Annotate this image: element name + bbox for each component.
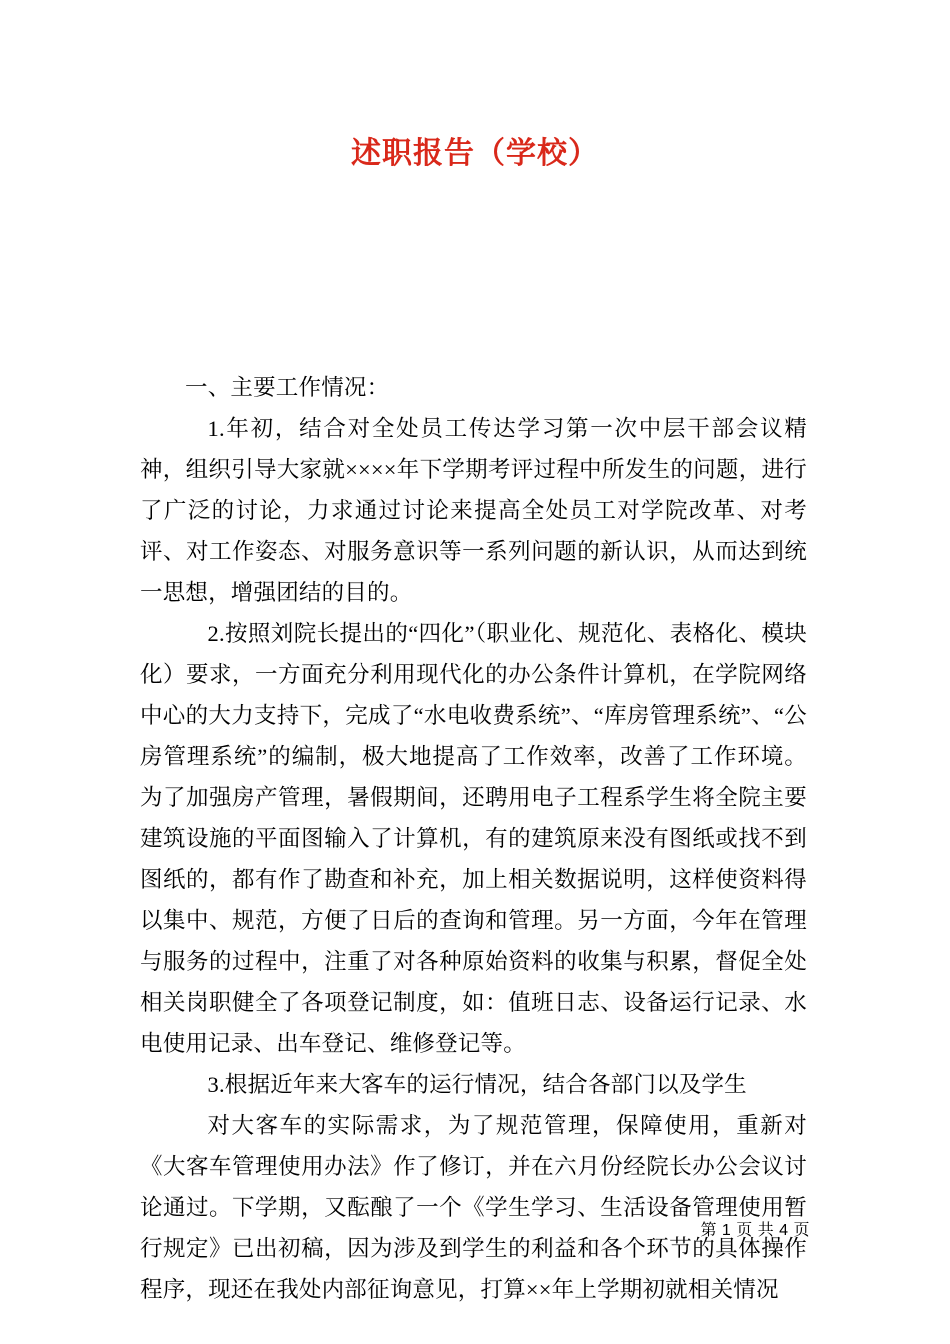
paragraph-item-1: 1.年初，结合对全处员工传达学习第一次中层干部会议精神，组织引导大家就××××年下学期考评过程中所发生的问题，进行了广泛的讨论，力求通过讨论来提高全处员工对学院改革、对考评、对工作姿态、对服务意识等一系列问题的新认识，从而达到统一思想，增强团结的目的。: [140, 416, 807, 605]
paragraph-item-3-line1: 3.根据近年来大客车的运行情况，结合各部门以及学生: [207, 1072, 747, 1097]
page-number-footer: 第 1 页 共 4 页: [700, 1222, 810, 1239]
document-body: [0, 172, 950, 1310]
paragraph-item-2: 2.按照刘院长提出的“四化”（职业化、规范化、表格化、模块化）要求，一方面充分利用现代化的办公条件计算机，在学院网络中心的大力支持下，完成了“水电收费系统”、“库房管理系统”、“公房管理系统”的编制，极大地提高了工作效率，改善了工作环境。为了加强房产管理，暑假期间，还聘用电子工程系学生将全院主要建筑设施的平面图输入了计算机，有的建筑原来没有图纸或找不到图纸的，都有作了勘查和补充，加上相关数据说明，这样使资料得以集中、规范，方便了日后的查询和管理。另一方面，今年在管理与服务的过程中，注重了对各种原始资料的收集与积累，督促全处相关岗职健全了各项登记制度，如：值班日志、设备运行记录、水电使用记录、出车登记、维修登记等。: [140, 621, 807, 1056]
page-title: 述职报告（学校）: [351, 137, 599, 170]
section-heading: 一、主要工作情况：: [185, 375, 390, 400]
paragraph-item-3-rest: 对大客车的实际需求，为了规范管理，保障使用，重新对《大客车管理使用办法》作了修订，并在六月份经院长办公会议讨论通过。下学期，又酝酿了一个《学生学习、生活设备管理使用暂行规定》已出初稿，因为涉及到学生的利益和各个环节的具体操作程序，现还在我处内部征询意见，打算××年上学期初就相关情况: [140, 1113, 807, 1302]
